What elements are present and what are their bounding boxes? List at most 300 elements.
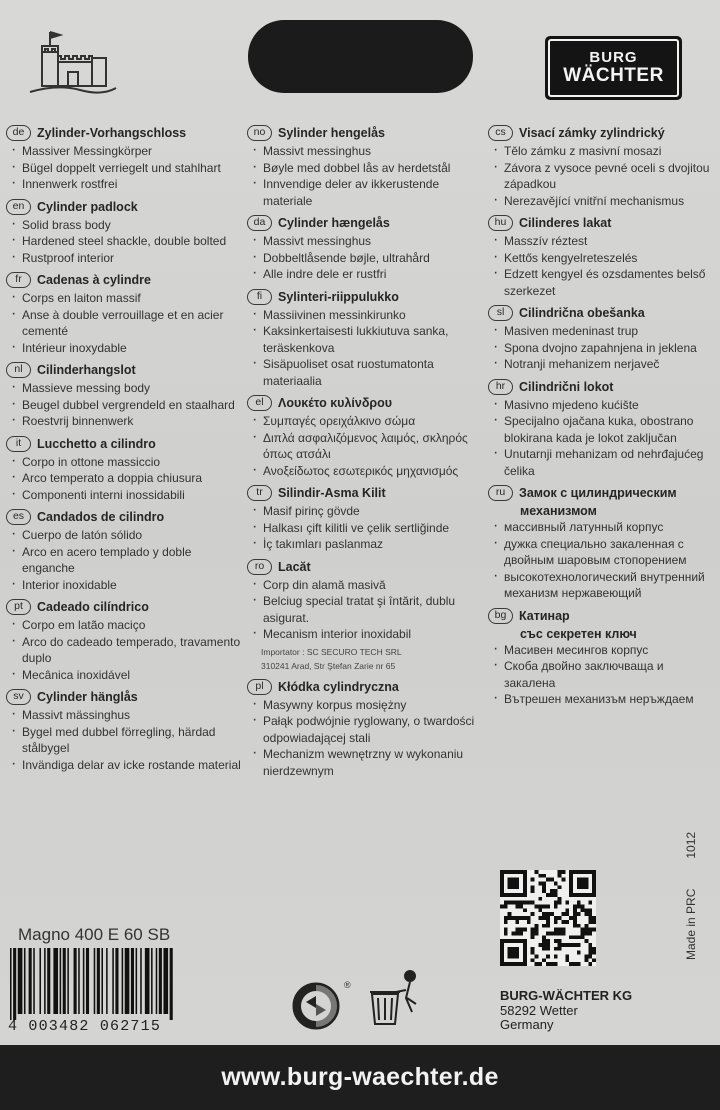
language-code-badge: fi (247, 289, 272, 305)
language-code-badge: hr (488, 379, 513, 395)
qr-module (527, 916, 531, 920)
qr-module (584, 939, 588, 943)
barcode-bar (18, 948, 23, 1014)
feature-list (247, 503, 487, 553)
qr-module (538, 882, 542, 886)
qr-module (542, 905, 546, 909)
feature-item: · массивный латунный корпус (492, 519, 716, 536)
feature-item: · Corpo in ottone massiccio (10, 454, 246, 471)
qr-module (581, 905, 585, 909)
qr-module (581, 928, 585, 932)
barcode-bar (125, 948, 130, 1014)
qr-module (546, 905, 550, 909)
language-section-it (6, 434, 246, 504)
qr-module (584, 954, 588, 958)
qr-module (531, 878, 535, 882)
feature-item: · Masiven medeninast trup (492, 323, 716, 340)
qr-module (554, 928, 558, 932)
feature-item: · Bügel doppelt verriegelt und stahlhart (10, 160, 246, 177)
barcode-bar (39, 948, 41, 1014)
qr-module (542, 958, 546, 962)
section-title: Cylinder hänglås (37, 690, 138, 704)
company-address (500, 989, 632, 1033)
qr-module (588, 901, 592, 905)
language-section-ro (247, 557, 487, 673)
barcode-bar (131, 948, 134, 1014)
feature-item: · Interior inoxidable (10, 577, 246, 594)
qr-module (588, 943, 592, 947)
feature-item: · Intérieur inoxydable (10, 340, 246, 357)
language-section-ru (488, 483, 716, 602)
qr-module (504, 901, 508, 905)
feature-item: · Mecanism interior inoxidabil (251, 626, 487, 643)
language-header (488, 123, 716, 143)
qr-module (581, 931, 585, 935)
qr-module (584, 931, 588, 935)
barcode-bar (24, 948, 26, 1014)
qr-module (515, 931, 519, 935)
qr-module (554, 893, 558, 897)
feature-list (247, 307, 487, 390)
feature-item: · Corps en laiton massif (10, 290, 246, 307)
language-code-badge: el (247, 395, 272, 411)
qr-module (550, 931, 554, 935)
section-title: Cylinder padlock (37, 199, 138, 214)
qr-module (504, 920, 508, 924)
barcode-bar (136, 948, 138, 1014)
barcode-bar (112, 948, 114, 1014)
barcode-bar (67, 948, 69, 1014)
feature-list (6, 217, 246, 267)
importer-note (247, 645, 487, 673)
qr-module (573, 962, 577, 966)
barcode-bar (115, 948, 118, 1014)
qr-module (554, 939, 558, 943)
qr-module (584, 924, 588, 928)
language-code-badge: bg (488, 608, 513, 624)
language-header (6, 197, 246, 217)
qr-module (554, 947, 558, 951)
feature-list (6, 617, 246, 683)
section-title: Candados de cilindro (37, 510, 165, 524)
qr-module (554, 920, 558, 924)
qr-module (577, 912, 581, 916)
recycle-bin-icon (366, 968, 426, 1030)
barcode-bar (63, 948, 66, 1014)
feature-item: · Roestvrij binnenwerk (10, 413, 246, 430)
qr-module (504, 931, 508, 935)
language-code-badge: it (6, 436, 31, 452)
qr-module (577, 951, 581, 955)
feature-item: · Notranji mehanizem nerjavеč (492, 356, 716, 373)
section-title: Lacăt (278, 559, 311, 574)
model-name: Magno 400 E 60 SB (18, 925, 171, 944)
qr-module (519, 931, 523, 935)
section-title: Cadenas à cylindre (37, 273, 151, 287)
barcode-bar (159, 948, 162, 1014)
qr-module (577, 901, 581, 905)
language-header (6, 270, 246, 290)
feature-list (6, 527, 246, 593)
qr-module (527, 920, 531, 924)
barcode-bar (10, 948, 12, 1020)
language-header (247, 677, 487, 697)
qr-module (561, 878, 565, 882)
qr-module (573, 908, 577, 912)
feature-item: · Massieve messing body (10, 380, 246, 397)
barcode-bar (94, 948, 96, 1014)
language-code-badge: cs (488, 125, 513, 141)
language-code-badge: ro (247, 559, 272, 575)
feature-list (488, 233, 716, 299)
qr-module (535, 931, 539, 935)
language-header (6, 434, 246, 454)
feature-list (6, 290, 246, 356)
qr-module (554, 901, 558, 905)
qr-module (558, 897, 562, 901)
qr-module (542, 885, 546, 889)
qr-module (542, 935, 546, 939)
feature-item: · Halkası çift kilitli ve çelik sertliğinde (251, 520, 487, 537)
barcode-bar (156, 948, 158, 1014)
language-code-badge: en (6, 199, 31, 215)
qr-module (573, 943, 577, 947)
qr-module (558, 874, 562, 878)
feature-item: · Anse à double verrouillage et en acier cementé (10, 307, 246, 340)
feature-item: · Arco do cadeado temperado, travamento duplo (10, 634, 246, 667)
section-title: Zylinder-Vorhangschloss (37, 126, 187, 140)
qr-module (535, 905, 539, 909)
feature-item: · Masif pirinç gövde (251, 503, 487, 520)
qr-module (550, 962, 554, 966)
feature-item: · Mechanizm wewnętrzny w wykonaniu nierdzewnym (251, 746, 487, 779)
company-country: Germany (500, 1017, 554, 1032)
feature-item: · Rustproof interior (10, 250, 246, 267)
language-code-badge: pt (6, 599, 31, 615)
language-code-badge: ru (488, 485, 513, 501)
barcode-bar (74, 948, 77, 1014)
feature-list (247, 413, 487, 479)
qr-module (573, 912, 577, 916)
qr-module (519, 928, 523, 932)
language-code-badge: fr (6, 272, 31, 288)
language-section-fi (247, 287, 487, 390)
qr-module (538, 874, 542, 878)
section-title: Lucchetto a cilindro (37, 436, 156, 451)
brand-logo (545, 36, 682, 100)
website-url: www.burg-waechter.de (221, 1063, 499, 1091)
language-code-badge: no (247, 125, 272, 141)
language-header (247, 287, 487, 307)
qr-module (546, 943, 550, 947)
made-in-text: Made in PRC (684, 888, 698, 960)
language-section-sl (488, 303, 716, 373)
language-code-badge: de (6, 125, 31, 141)
feature-item: · Masszív réztest (492, 233, 716, 250)
qr-module (519, 901, 523, 905)
qr-module (558, 885, 562, 889)
qr-module (573, 916, 577, 920)
qr-module (592, 947, 596, 951)
batch-code: 1012 (684, 831, 698, 859)
language-header (6, 360, 246, 380)
feature-item: · Belciug special tratat şi întărit, dublu asigurat. (251, 593, 487, 626)
qr-module (573, 935, 577, 939)
language-code-badge: pl (247, 679, 272, 695)
language-code-badge: nl (6, 362, 31, 378)
feature-item: · Hardened steel shackle, double bolted (10, 233, 246, 250)
feature-item: · Innvendige deler av ikkerustende materiale (251, 176, 487, 209)
qr-module (569, 962, 573, 966)
feature-item: · Ανοξείδωτος εσωτερικός μηχανισμός (251, 463, 487, 480)
made-in-label (684, 832, 698, 960)
qr-module (588, 912, 592, 916)
feature-item: · Mecânica inoxidável (10, 667, 246, 684)
qr-module (561, 943, 565, 947)
feature-item: · Pałąk podwójnie ryglowany, o twardości odpowiadającej stali (251, 713, 487, 746)
barcode-bar (13, 948, 16, 1020)
qr-module (558, 947, 562, 951)
feature-item: · Solid brass body (10, 217, 246, 234)
qr-module (531, 885, 535, 889)
barcode-bar (170, 948, 173, 1020)
qr-module (588, 947, 592, 951)
qr-module (569, 935, 573, 939)
qr-module (508, 912, 512, 916)
barcode-bar (33, 948, 35, 1014)
language-header (6, 507, 246, 527)
feature-item: · Вътрешен механизъм неръждаем (492, 691, 716, 708)
qr-module (546, 916, 550, 920)
language-column-2 (247, 123, 487, 783)
qr-module (565, 908, 569, 912)
qr-code (500, 870, 596, 966)
language-section-el (247, 393, 487, 479)
section-title-continued: със секретен ключ (520, 626, 637, 641)
brand-line-2: WÄCHTER (563, 64, 664, 86)
qr-module (577, 924, 581, 928)
qr-module (573, 920, 577, 924)
language-section-bg (488, 606, 716, 708)
qr-module (535, 962, 539, 966)
qr-module (588, 916, 592, 920)
qr-module (554, 954, 558, 958)
qr-module (569, 943, 573, 947)
language-section-sv (6, 687, 246, 773)
feature-item: · Kaksinkertaisesti lukkiutuva sanka, teräskenkova (251, 323, 487, 356)
qr-module (565, 901, 569, 905)
language-header (488, 213, 716, 233)
barcode-bar (151, 948, 153, 1014)
barcode-bar (97, 948, 100, 1014)
qr-module (561, 931, 565, 935)
qr-module (515, 928, 519, 932)
barcode-bar (78, 948, 80, 1014)
section-title: Cilindrična obešanka (519, 306, 645, 320)
section-title: Λουκέτο κυλίνδρου (278, 396, 393, 410)
section-title: Kłódka cylindryczna (278, 679, 399, 694)
language-section-fr (6, 270, 246, 356)
language-section-nl (6, 360, 246, 430)
qr-module (542, 939, 546, 943)
qr-module (538, 962, 542, 966)
section-title: Visací zámky zylindrický (519, 126, 665, 140)
qr-module (577, 962, 581, 966)
section-title: Silindir-Asma Kilit (278, 486, 386, 500)
hang-hole (248, 20, 473, 93)
qr-module (592, 916, 596, 920)
qr-module (542, 882, 546, 886)
qr-module (546, 962, 550, 966)
qr-module (546, 893, 550, 897)
language-header (488, 483, 716, 503)
qr-module (519, 916, 523, 920)
qr-module (558, 943, 562, 947)
qr-module (581, 908, 585, 912)
qr-module (535, 954, 539, 958)
qr-module (542, 947, 546, 951)
qr-module (508, 901, 512, 905)
section-title: Cilindrični lokot (519, 379, 614, 394)
language-header (247, 393, 487, 413)
qr-module (515, 920, 519, 924)
qr-module (508, 947, 520, 959)
qr-module (531, 901, 535, 905)
qr-module (535, 928, 539, 932)
qr-module (561, 912, 565, 916)
feature-item: · Massivt mässinghus (10, 707, 246, 724)
qr-module (546, 931, 550, 935)
feature-item: · Bygel med dubbel förregling, härdad stålbygel (10, 724, 246, 757)
qr-module (546, 878, 550, 882)
language-header (6, 123, 246, 143)
qr-module (588, 962, 592, 966)
qr-module (531, 912, 535, 916)
language-code-badge: sv (6, 689, 31, 705)
qr-module (515, 916, 519, 920)
qr-module (554, 916, 558, 920)
qr-module (592, 920, 596, 924)
barcode-bar (163, 948, 168, 1014)
feature-item: · высокотехнологический внутренний механизм нержавеющий (492, 569, 716, 602)
qr-module (523, 908, 527, 912)
qr-module (546, 939, 550, 943)
green-dot-icon (292, 982, 340, 1030)
language-header (247, 557, 487, 577)
qr-module (584, 958, 588, 962)
section-title: Катинар (519, 608, 570, 623)
barcode (8, 948, 238, 1020)
qr-module (542, 916, 546, 920)
feature-item: · Tělo zámku z masivní mosazi (492, 143, 716, 160)
feature-item: · Bøyle med dobbel lås av herdetstål (251, 160, 487, 177)
qr-module (515, 905, 519, 909)
qr-module (592, 958, 596, 962)
qr-module (508, 878, 520, 890)
qr-module (512, 931, 516, 935)
barcode-bar (60, 948, 62, 1014)
qr-module (546, 947, 550, 951)
castle-icon (28, 28, 118, 100)
qr-module (592, 951, 596, 955)
qr-module (584, 928, 588, 932)
qr-module (504, 916, 508, 920)
language-section-hr (488, 377, 716, 480)
section-title-continued: механизмом (520, 504, 597, 518)
language-header (247, 483, 487, 503)
feature-item: · Nerezavějící vnitřní mechanismus (492, 193, 716, 210)
language-header (6, 687, 246, 707)
qr-module (558, 870, 562, 874)
feature-item: · İç takımları paslanmaz (251, 536, 487, 553)
feature-list (6, 454, 246, 504)
qr-module (531, 889, 535, 893)
qr-module (531, 958, 535, 962)
qr-module (588, 951, 592, 955)
feature-item: · Edzett kengyel és ozsdamentes belső szerkezet (492, 266, 716, 299)
barcode-bar (122, 948, 124, 1014)
language-header (488, 303, 716, 323)
barcode-bar (140, 948, 142, 1014)
feature-item: · Masywny korpus mosiężny (251, 697, 487, 714)
feature-item: · Masivno mjedeno kućište (492, 397, 716, 414)
language-column-3 (488, 123, 716, 712)
qr-module (565, 912, 569, 916)
qr-module (581, 935, 585, 939)
feature-item: · Specijalno ojačana kuka, obostrano blokirana kada je lokot zaključan (492, 413, 716, 446)
language-code-badge: tr (247, 485, 272, 501)
feature-list (247, 143, 487, 209)
language-section-pt (6, 597, 246, 683)
feature-item: · Масивен месингов корпус (492, 642, 716, 659)
qr-module (542, 924, 546, 928)
qr-module (538, 908, 542, 912)
language-code-badge: da (247, 215, 272, 231)
feature-list (488, 519, 716, 602)
feature-item: · Massivt messinghus (251, 233, 487, 250)
qr-module (523, 916, 527, 920)
ean-number: 4 003482 062715 (8, 1018, 162, 1035)
feature-list (247, 577, 487, 643)
feature-list (488, 323, 716, 373)
qr-module (538, 916, 542, 920)
feature-list (247, 233, 487, 283)
barcode-bar (29, 948, 32, 1014)
qr-module (577, 935, 581, 939)
barcode-bar (145, 948, 150, 1014)
qr-module (558, 916, 562, 920)
barcode-bar (83, 948, 85, 1014)
language-code-badge: sl (488, 305, 513, 321)
feature-item: · Beugel dubbel vergrendeld en staalhard (10, 397, 246, 414)
qr-module (538, 943, 542, 947)
qr-module (558, 901, 562, 905)
qr-module (546, 920, 550, 924)
qr-module (531, 931, 535, 935)
feature-item: · Massivt messinghus (251, 143, 487, 160)
qr-module (504, 905, 508, 909)
company-city: 58292 Wetter (500, 1002, 578, 1018)
qr-module (584, 912, 588, 916)
qr-module (573, 905, 577, 909)
qr-module (500, 905, 504, 909)
qr-module (531, 935, 535, 939)
barcode-bar (44, 948, 46, 1014)
qr-module (554, 962, 558, 966)
language-section-cs (488, 123, 716, 209)
language-code-badge: hu (488, 215, 513, 231)
qr-module (558, 928, 562, 932)
